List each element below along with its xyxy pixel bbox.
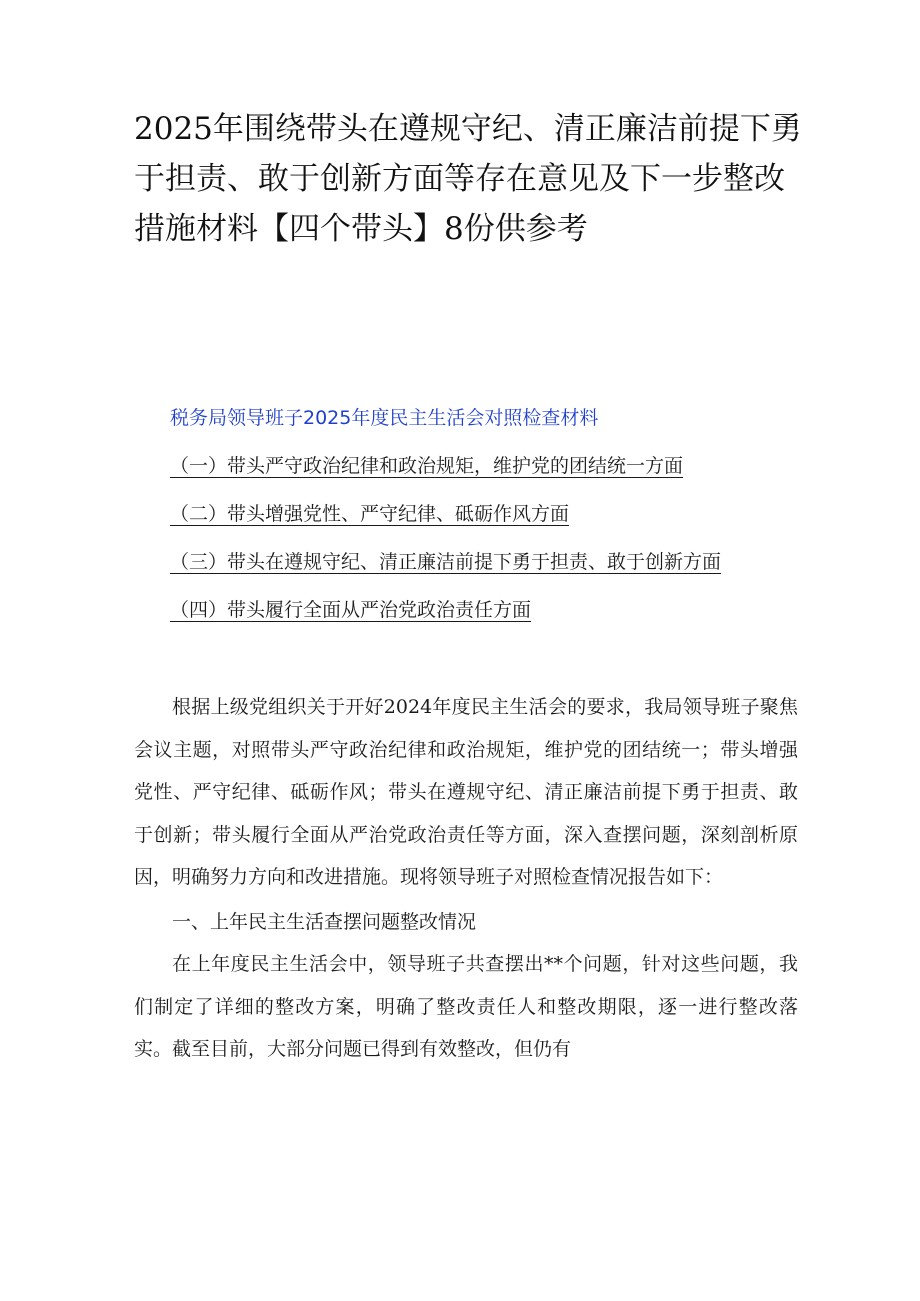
toc-link-4[interactable]: （四）带头履行全面从严治党政治责任方面: [170, 599, 532, 621]
toc-link-2[interactable]: （二）带头增强党性、严守纪律、砥砺作风方面: [170, 503, 570, 525]
table-of-contents: [170, 398, 810, 630]
toc-heading: 税务局领导班子2025年度民主生活会对照检查材料: [170, 407, 599, 429]
document-title: 2025年围绕带头在遵规守纪、清正廉洁前提下勇于担责、敢于创新方面等存在意见及下一步整改措施材料【四个带头】8份供参考: [134, 111, 802, 247]
toc-link-3[interactable]: （三）带头在遵规守纪、清正廉洁前提下勇于担责、敢于创新方面: [170, 551, 722, 573]
section-heading: 一、上年民主生活查摆问题整改情况: [172, 910, 477, 933]
intro-paragraph: 根据上级党组织关于开好2024年度民主生活会的要求，我局领导班子聚焦会议主题，对照带头严守政治纪律和政治规矩，维护党的团结统一；带头增强党性、严守纪律、砥砺作风；带头在遵规守纪、清正廉洁前提下勇于担责、敢于创新；带头履行全面从严治党政治责任等方面，深入查摆问题，深刻剖析原因，明确努力方向和改进措施。现将领导班子对照检查情况报告如下：: [134, 696, 798, 888]
document-body: [134, 686, 798, 1071]
toc-link-1[interactable]: （一）带头严守政治纪律和政治规矩，维护党的团结统一方面: [170, 455, 684, 477]
section-paragraph: 在上年度民主生活会中，领导班子共查摆出**个问题，针对这些问题，我们制定了详细的整改方案，明确了整改责任人和整改期限，逐一进行整改落实。截至目前，大部分问题已得到有效整改，但仍有: [134, 953, 798, 1060]
